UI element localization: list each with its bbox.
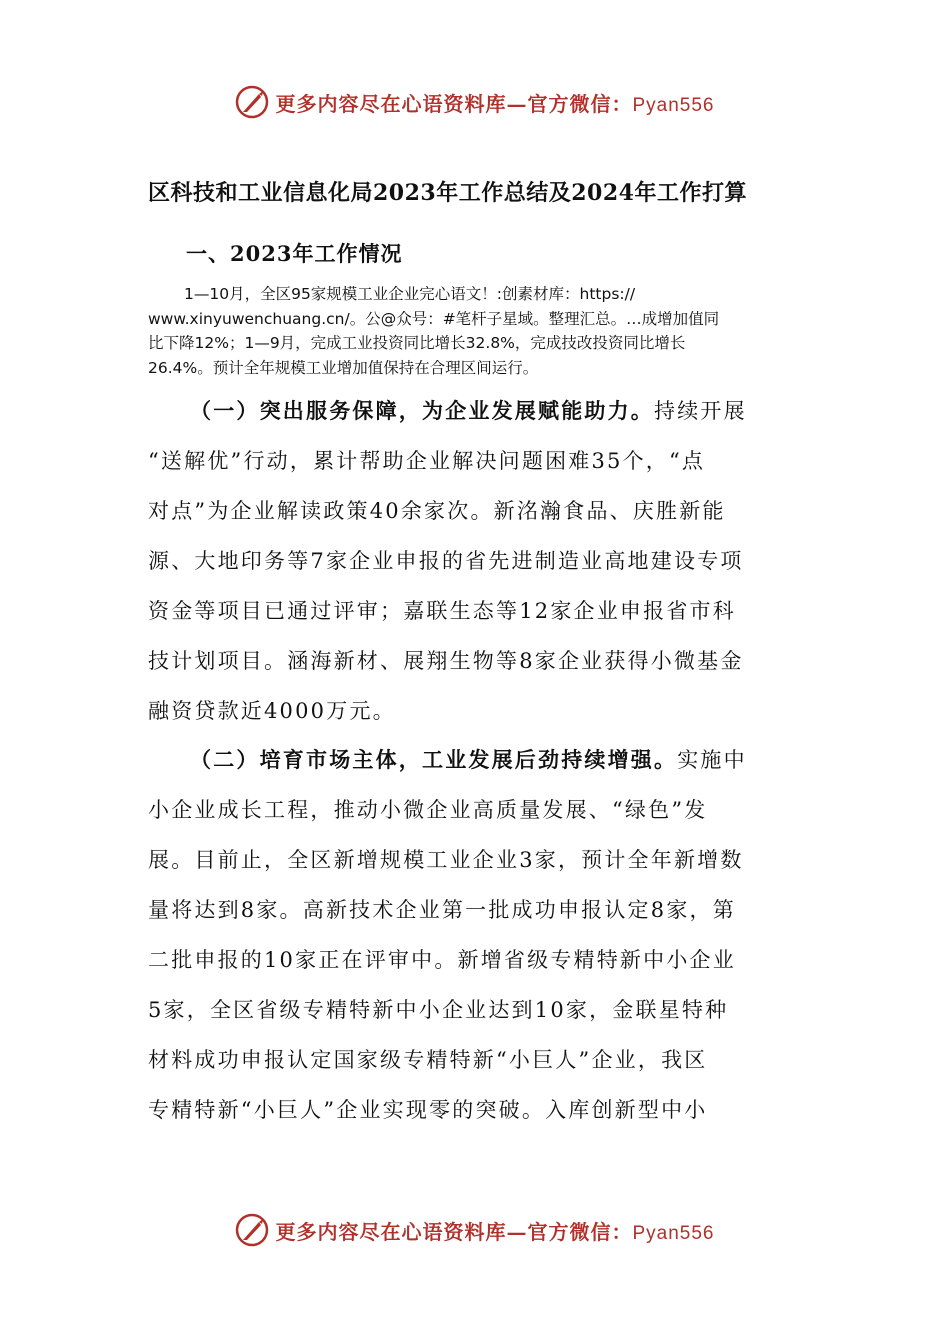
paragraph-line: 资金等项目已通过评审；嘉联生态等12家企业申报省市科	[148, 599, 736, 623]
banner-dash: —	[506, 91, 528, 116]
paragraph-line: 二批申报的10家正在评审中。新增省级专精特新中小企业	[148, 948, 736, 972]
paragraph-first-line	[148, 386, 810, 436]
banner-wechat-id: Pyan556	[632, 94, 715, 116]
intro-line: 比下降12%；1—9月，完成工业投资同比增长32.8%，完成技改投资同比增长	[148, 334, 686, 352]
paragraph-line: 小企业成长工程，推动小微企业高质量发展、“绿色”发	[148, 798, 708, 822]
intro-paragraph	[148, 282, 810, 380]
paragraph-lead: （一）突出服务保障，为企业发展赋能助力。	[190, 398, 654, 423]
banner-suffix: 官方微信：	[527, 91, 633, 116]
paragraph-line: “送解优”行动，累计帮助企业解决问题困难35个，“点	[148, 449, 706, 473]
paragraph-text: 实施中	[677, 748, 747, 772]
paragraph-text: 持续开展	[654, 399, 747, 423]
paragraph-line: 专精特新“小巨人”企业实现零的突破。入库创新型中小	[148, 1098, 708, 1122]
paragraph-service-guarantee	[148, 386, 810, 736]
paragraph-line: 对点”为企业解读政策40余家次。新洺瀚食品、庆胜新能	[148, 499, 726, 523]
paragraph-line: 展。目前止，全区新增规模工业企业3家，预计全年新增数	[148, 848, 744, 872]
intro-line: 1—10月，全区95家规模工业企业完心语文！:创素材库：https://	[184, 285, 636, 303]
top-watermark-banner	[0, 82, 950, 122]
paragraph-first-line	[148, 735, 810, 785]
paragraph-line: 源、大地印务等7家企业申报的省先进制造业高地建设专项	[148, 549, 744, 573]
banner-prefix: 更多内容尽在心语资料库	[275, 91, 507, 116]
paragraph-line: 技计划项目。涵海新材、展翔生物等8家企业获得小微基金	[148, 649, 744, 673]
quill-logo-icon	[235, 85, 269, 119]
paragraph-lead: （二）培育市场主体，工业发展后劲持续增强。	[190, 747, 678, 772]
banner-text	[275, 88, 714, 117]
banner-text	[275, 1216, 714, 1245]
bottom-watermark-banner	[0, 1210, 950, 1250]
intro-line: 26.4%。预计全年规模工业增加值保持在合理区间运行。	[148, 358, 539, 377]
paragraph-market-entities	[148, 735, 810, 1135]
banner-prefix: 更多内容尽在心语资料库	[275, 1219, 507, 1244]
paragraph-line: 5家，全区省级专精特新中小企业达到10家，金联星特种	[148, 998, 729, 1022]
paragraph-line: 融资贷款近4000万元。	[148, 699, 396, 723]
banner-suffix: 官方微信：	[527, 1219, 633, 1244]
paragraph-line: 材料成功申报认定国家级专精特新“小巨人”企业，我区	[148, 1048, 708, 1072]
banner-wechat-id: Pyan556	[632, 1222, 715, 1244]
paragraph-line: 量将达到8家。高新技术企业第一批成功申报认定8家，第	[148, 898, 736, 922]
banner-dash: —	[506, 1219, 528, 1244]
quill-logo-icon	[235, 1213, 269, 1247]
section-heading: 一、2023年工作情况	[186, 241, 403, 266]
document-title: 区科技和工业信息化局2023年工作总结及2024年工作打算	[148, 180, 747, 206]
intro-line: www.xinyuwenchuang.cn/。公@众号：#笔杆子星域。整理汇总。…成增加值同	[148, 309, 720, 328]
